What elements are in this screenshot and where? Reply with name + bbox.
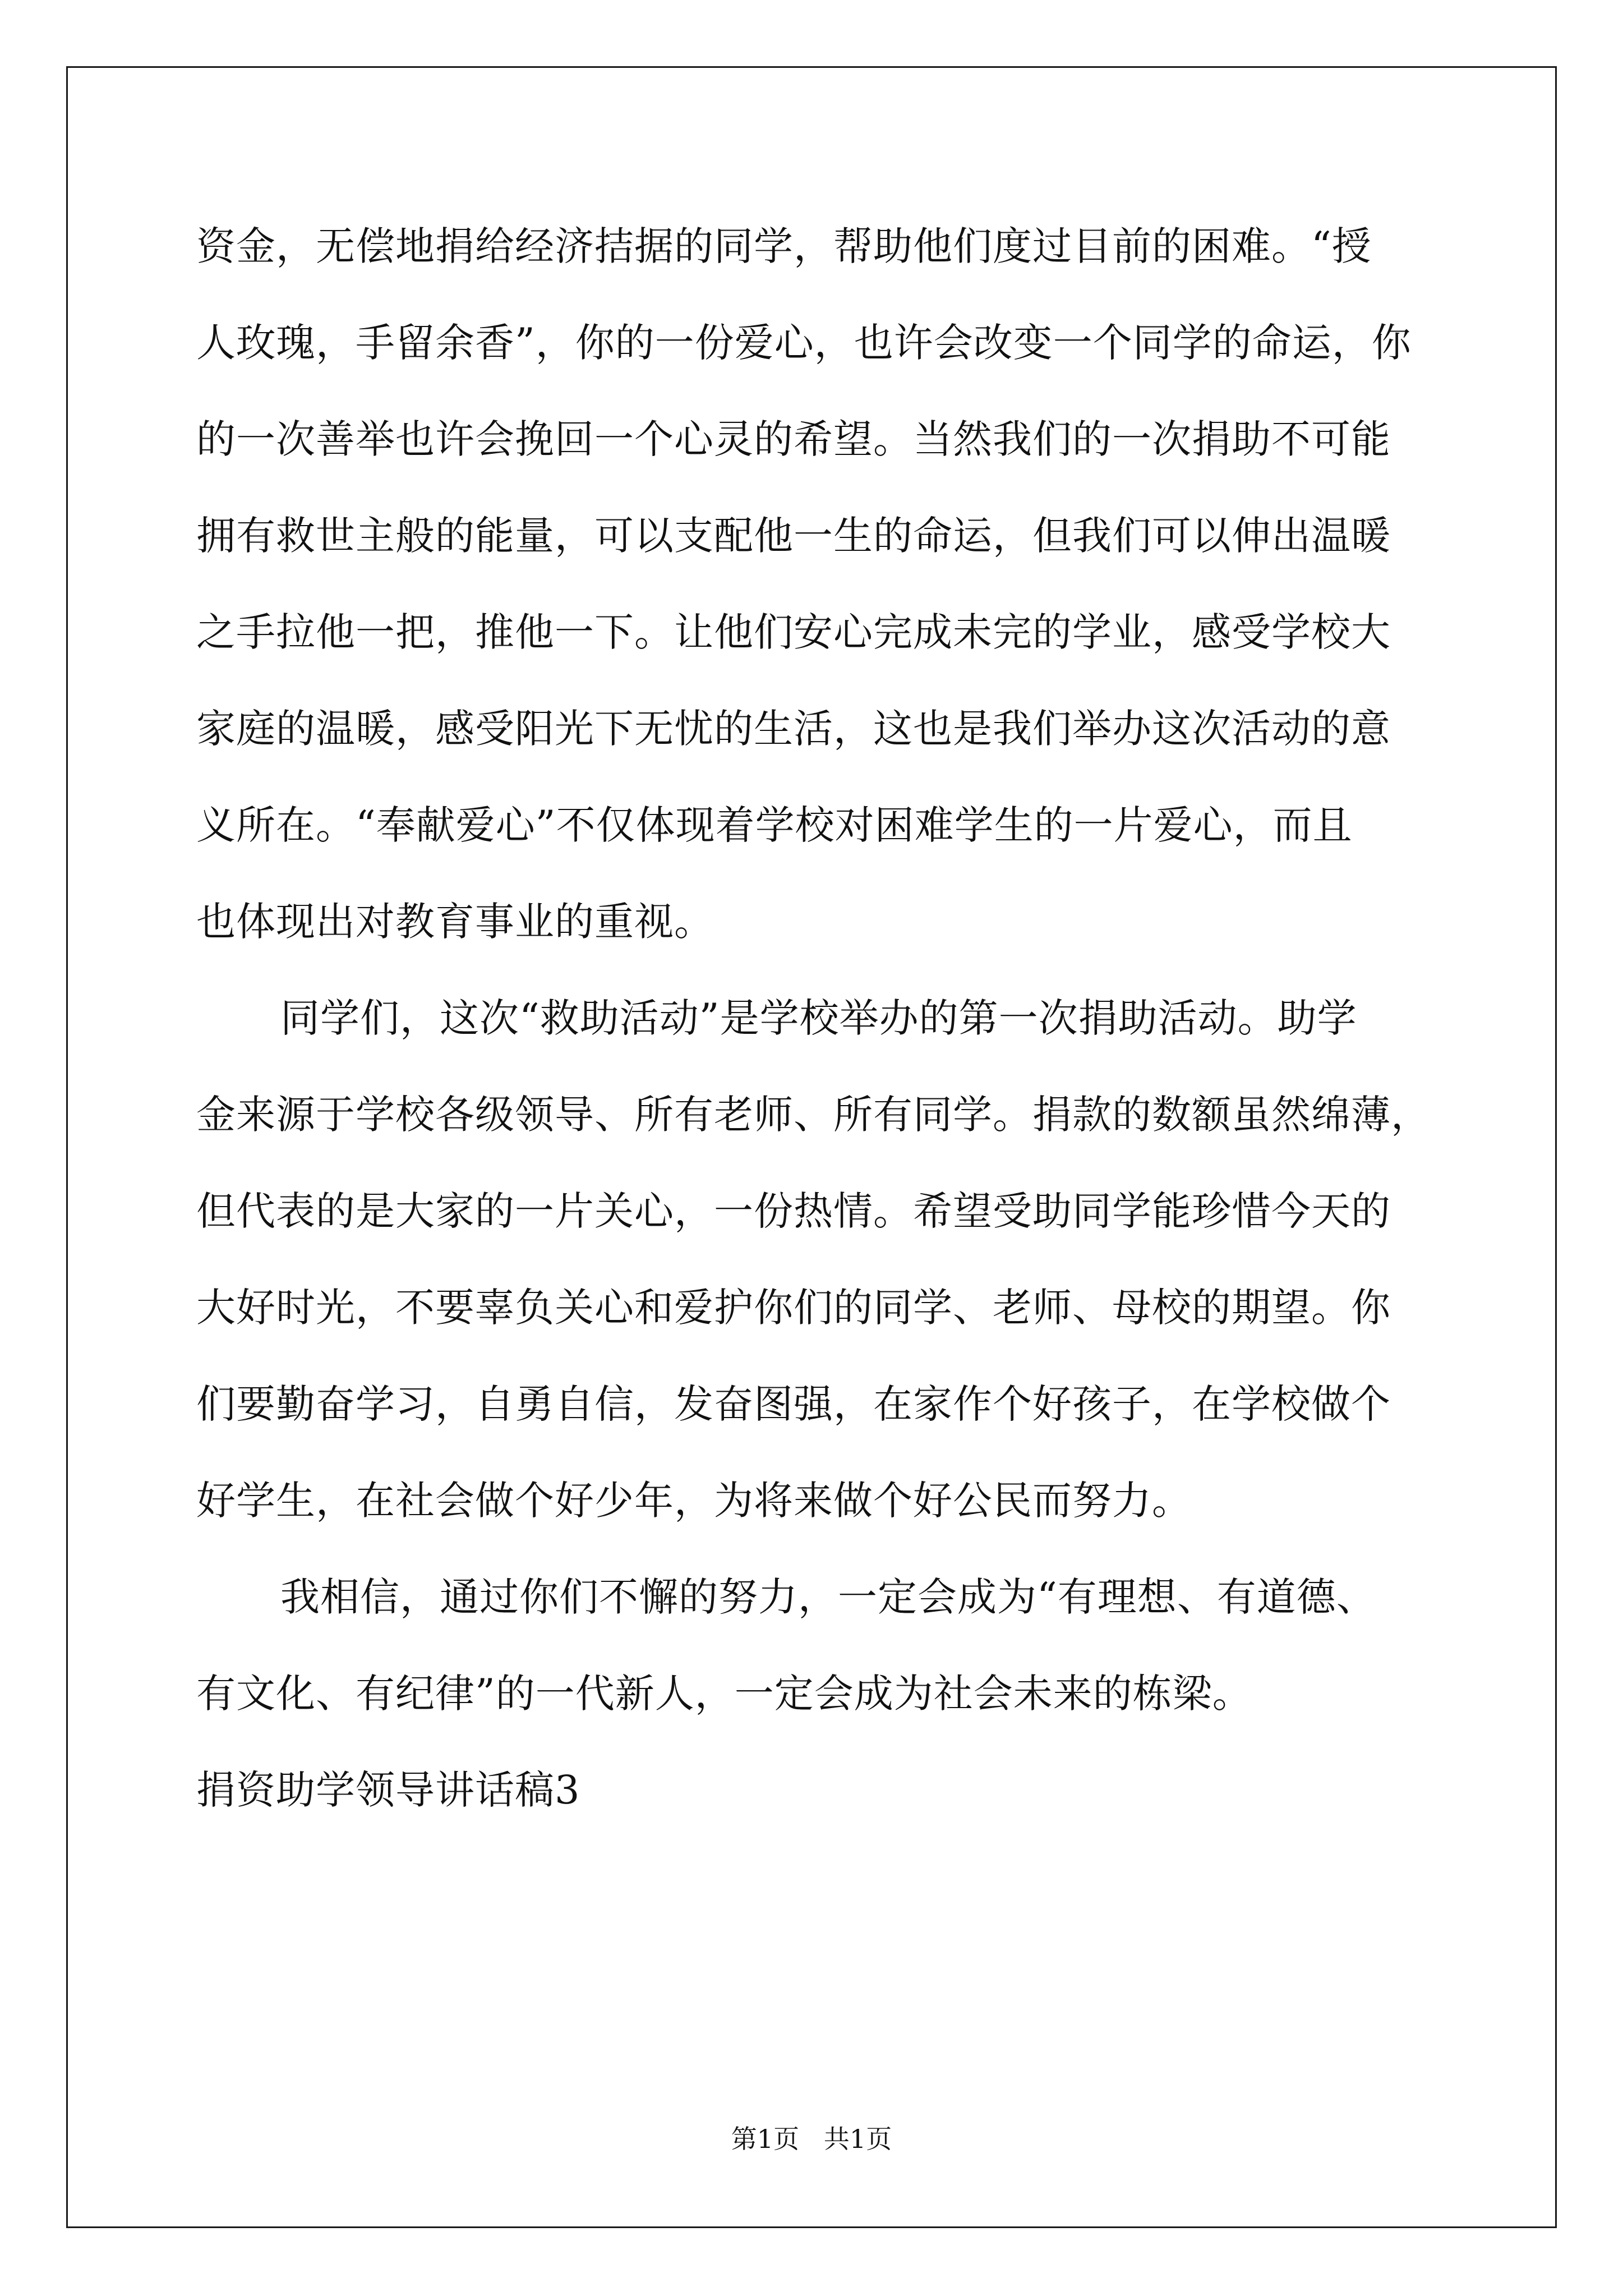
body-line: 拥有救世主般的能量，可以支配他一生的命运，但我们可以伸出温暖 bbox=[196, 513, 1391, 559]
body-line: 的一次善举也许会挽回一个心灵的希望。当然我们的一次捐助不可能 bbox=[196, 416, 1391, 462]
body-line: 家庭的温暖，感受阳光下无忧的生活，这也是我们举办这次活动的意 bbox=[196, 706, 1391, 752]
body-line: 也体现出对教育事业的重视。 bbox=[196, 899, 714, 945]
page-border bbox=[66, 66, 1557, 2228]
body-line: 但代表的是大家的一片关心，一份热情。希望受助同学能珍惜今天的 bbox=[196, 1188, 1391, 1234]
body-line: 好学生，在社会做个好少年，为将来做个好公民而努力。 bbox=[196, 1478, 1192, 1524]
body-line: 人玫瑰，手留余香”，你的一份爱心，也许会改变一个同学的命运，你 bbox=[196, 320, 1412, 366]
body-line: 有文化、有纪律”的一代新人，一定会成为社会未来的栋梁。 bbox=[196, 1671, 1252, 1717]
body-line: 们要勤奋学习，自勇自信，发奋图强，在家作个好孩子，在学校做个 bbox=[196, 1381, 1391, 1427]
body-line: 大好时光，不要辜负关心和爱护你们的同学、老师、母校的期望。你 bbox=[196, 1285, 1391, 1331]
paragraph-start-line: 我相信，通过你们不懈的努力，一定会成为“有理想、有道德、 bbox=[280, 1574, 1376, 1620]
body-line: 义所在。“奉献爱心”不仅体现着学校对困难学生的一片爱心，而且 bbox=[196, 802, 1353, 848]
paragraph-start-line: 同学们，这次“救助活动”是学校举办的第一次捐助活动。助学 bbox=[280, 995, 1357, 1041]
body-line: 金来源于学校各级领导、所有老师、所有同学。捐款的数额虽然绵薄， bbox=[196, 1092, 1431, 1138]
body-line: 资金，无偿地捐给经济拮据的同学，帮助他们度过目前的困难。“授 bbox=[196, 223, 1372, 269]
section-heading: 捐资助学领导讲话稿3 bbox=[196, 1767, 580, 1813]
body-line: 之手拉他一把，推他一下。让他们安心完成未完的学业，感受学校大 bbox=[196, 609, 1391, 655]
page-number-footer: 第1页 共1页 bbox=[731, 2124, 892, 2154]
